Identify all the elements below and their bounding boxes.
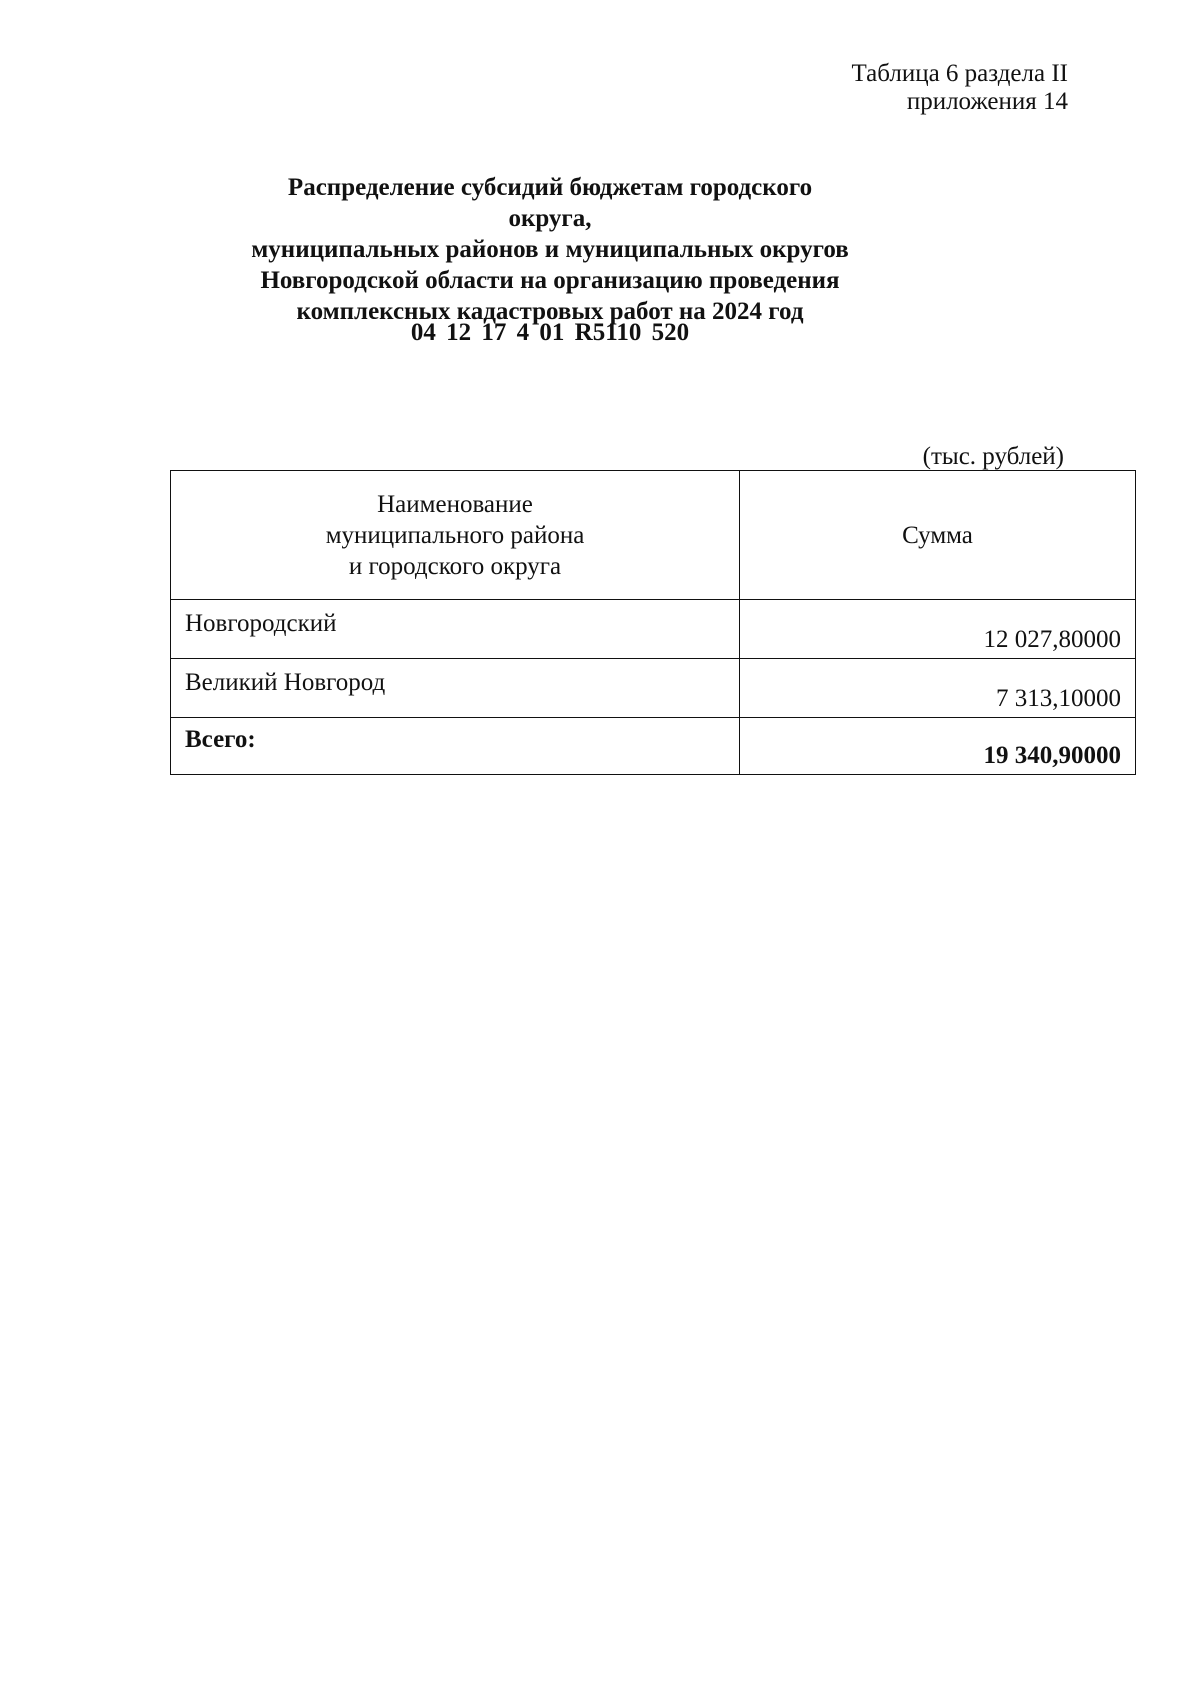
row-name-cell: Новгородский xyxy=(171,600,740,659)
subsidy-distribution-table xyxy=(170,470,1136,775)
annex-table-section: Таблица 6 раздела II xyxy=(851,60,1068,87)
row-sum-cell: 12 027,80000 xyxy=(740,600,1136,659)
header-sum-column: Сумма xyxy=(740,471,1136,600)
row-sum-cell: 7 313,10000 xyxy=(740,659,1136,718)
row-name-cell: Великий Новгород xyxy=(171,659,740,718)
document-title xyxy=(250,172,850,327)
header-name-column xyxy=(171,471,740,600)
header-name-line-3: и городского округа xyxy=(348,552,562,580)
budget-classification-code: 04 12 17 4 01 R5110 520 xyxy=(410,319,690,346)
title-line-2: муниципальных районов и муниципальных округов xyxy=(251,236,849,263)
title-line-4: комплексных кадастровых работ на 2024 год xyxy=(296,298,804,325)
unit-note: (тыс. рублей) xyxy=(922,443,1064,470)
title-line-3: Новгородской области на организацию проведения xyxy=(260,267,840,294)
annex-reference xyxy=(852,60,1068,116)
table-row xyxy=(171,659,1136,718)
table-row xyxy=(171,600,1136,659)
total-label-cell: Всего: xyxy=(171,718,740,775)
header-name-line-1: Наименование xyxy=(377,490,533,518)
header-name-line-2: муниципального района xyxy=(325,521,585,549)
total-sum-cell: 19 340,90000 xyxy=(740,718,1136,775)
title-line-1: Распределение субсидий бюджетам городского округа, xyxy=(287,174,813,232)
table-total-row xyxy=(171,718,1136,775)
annex-appendix: приложения 14 xyxy=(906,88,1068,115)
table-header-row xyxy=(171,471,1136,600)
